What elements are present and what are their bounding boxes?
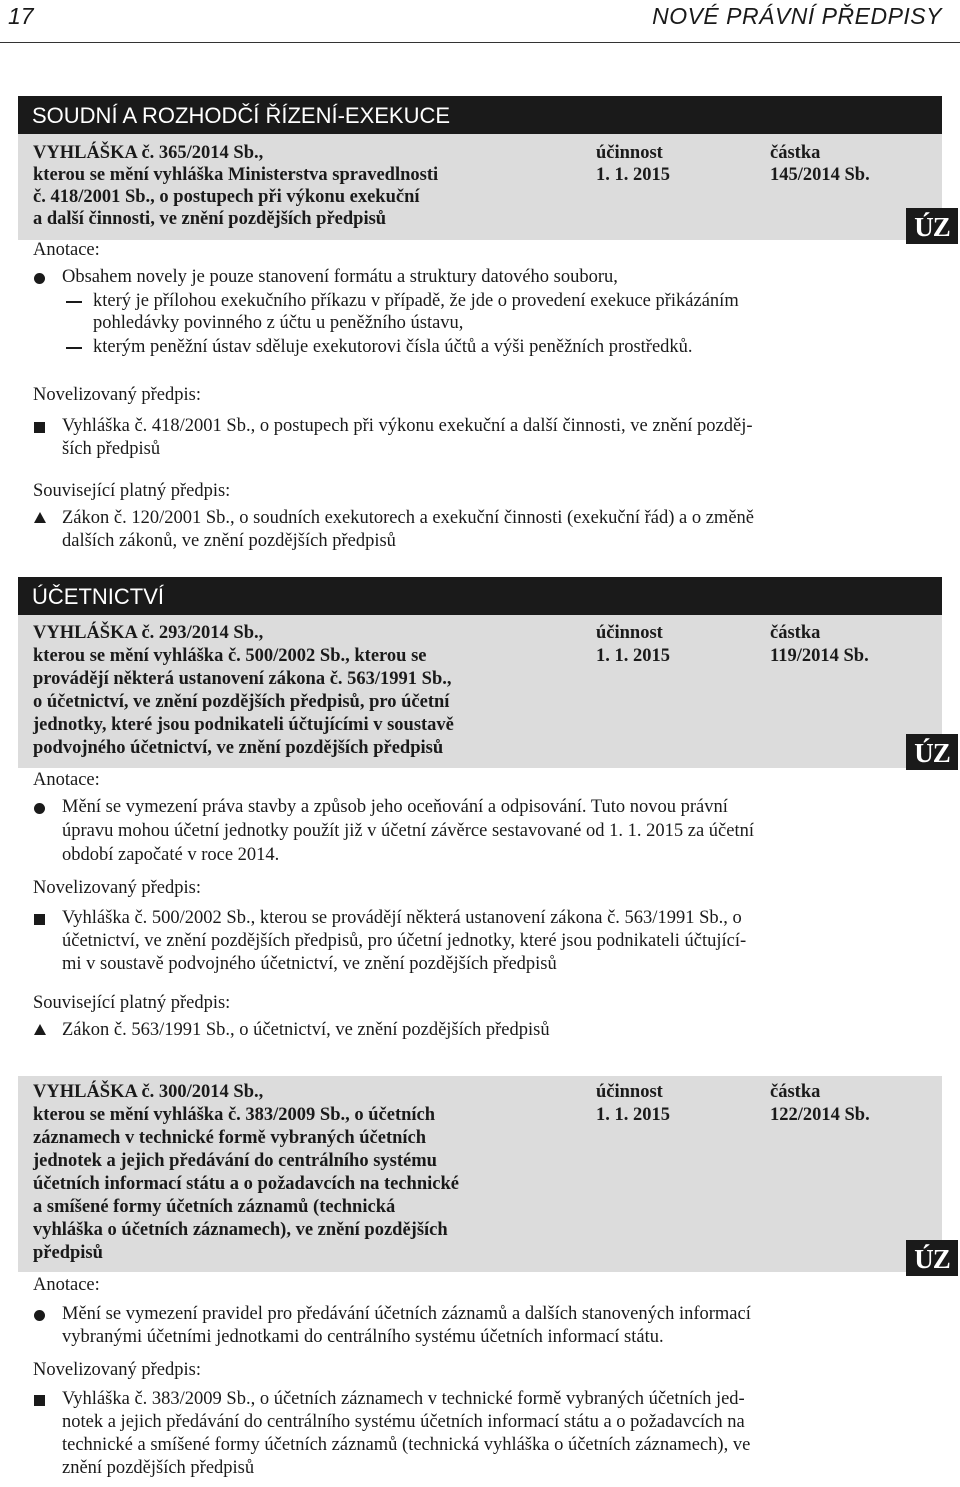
entry-title-line: vyhláška o účetních záznamech), ve znění pozdějších	[33, 1220, 448, 1240]
uz-badge-icon: ÚZ	[906, 734, 958, 770]
annotation-text: Obsahem novely je pouze stanovení formátu a struktury datového souboru,	[62, 267, 618, 287]
related-regulation-text: Zákon č. 563/1991 Sb., o účetnictví, ve znění pozdějších předpisů	[62, 1020, 550, 1040]
section-title: SOUDNÍ A ROZHODČÍ ŘÍZENÍ-EXEKUCE	[18, 96, 942, 134]
annotation-text: Mění se vymezení pravidel pro předávání účetních záznamů a dalších stanovených informací	[62, 1304, 751, 1324]
amended-regulation-text: Vyhláška č. 383/2009 Sb., o účetních záznamech v technické formě vybraných účetních jed-	[62, 1389, 745, 1409]
entry-title-line: kterou se mění vyhláška č. 500/2002 Sb., kterou se	[33, 646, 427, 666]
entry-title-line: provádějí některá ustanovení zákona č. 563/1991 Sb.,	[33, 669, 452, 689]
bullet-square-icon	[34, 914, 45, 925]
annotation-text: vybranými účetními jednotkami do centrálního systému účetních informací státu.	[62, 1327, 664, 1347]
related-regulation-label: Související platný předpis:	[33, 993, 231, 1013]
entry-title-line: záznamech v technické formě vybraných účetních	[33, 1128, 427, 1148]
entry-title-line: podvojného účetnictví, ve znění pozdějších předpisů	[33, 738, 444, 758]
related-regulation-text: Zákon č. 120/2001 Sb., o soudních exekutorech a exekuční činnosti (exekuční řád) a o změně	[62, 508, 754, 528]
bullet-dot-icon	[34, 1310, 45, 1321]
entry-title: VYHLÁŠKA č. 365/2014 Sb.,	[33, 143, 264, 163]
entry-title: VYHLÁŠKA č. 293/2014 Sb.,	[33, 623, 264, 643]
amended-regulation-label: Novelizovaný předpis:	[33, 878, 201, 898]
page-header	[0, 0, 960, 44]
related-regulation-text: dalších zákonů, ve znění pozdějších předpisů	[62, 531, 396, 551]
amount-value: 145/2014 Sb.	[770, 165, 870, 185]
amended-regulation-text: účetnictví, ve znění pozdějších předpisů, pro účetní jednotky, které jsou podnikateli účtující-	[62, 931, 747, 951]
amended-regulation-text: ších předpisů	[62, 439, 161, 459]
amended-regulation-text: mi v soustavě podvojného účetnictví, ve znění pozdějších předpisů	[62, 954, 557, 974]
amount-value: 122/2014 Sb.	[770, 1105, 870, 1125]
section-title: ÚČETNICTVÍ	[18, 577, 942, 615]
bullet-dot-icon	[34, 273, 45, 284]
effective-label: účinnost	[596, 623, 663, 643]
amount-label: částka	[770, 623, 821, 643]
annotation-label: Anotace:	[33, 770, 100, 790]
amount-label: částka	[770, 143, 821, 163]
bullet-dot-icon	[34, 803, 45, 814]
entry-title-line: jednotky, které jsou podnikateli účtujícími v soustavě	[33, 715, 454, 735]
amended-regulation-text: technické a smíšené formy účetních záznamů (technická vyhláška o účetních záznamech), ve	[62, 1435, 751, 1455]
page-number: 17	[8, 3, 34, 29]
entry-title-line: o účetnictví, ve znění pozdějších předpisů, pro účetní	[33, 692, 450, 712]
amended-regulation-text: notek a jejich předávání do centrálního systému účetních informací státu a o požadavcích na	[62, 1412, 745, 1432]
effective-date: 1. 1. 2015	[596, 1105, 670, 1125]
entry-title-line: č. 418/2001 Sb., o postupech při výkonu exekuční	[33, 187, 420, 207]
amended-regulation-text: Vyhláška č. 418/2001 Sb., o postupech při výkonu exekuční a další činnosti, ve znění pozděj-	[62, 416, 753, 436]
annotation-label: Anotace:	[33, 1275, 100, 1295]
bullet-square-icon	[34, 1395, 45, 1406]
amended-regulation-text: znění pozdějších předpisů	[62, 1458, 255, 1478]
uz-badge-icon: ÚZ	[906, 208, 958, 244]
entry-title-line: a smíšené formy účetních záznamů (technická	[33, 1197, 396, 1217]
dash-icon	[66, 301, 82, 303]
bullet-square-icon	[34, 422, 45, 433]
entry-title-line: jednotek a jejich předávání do centrálního systému	[33, 1151, 437, 1171]
triangle-icon	[34, 512, 46, 523]
entry-title-line: předpisů	[33, 1243, 103, 1263]
entry-title-line: kterou se mění vyhláška Ministerstva spravedlnosti	[33, 165, 439, 185]
effective-label: účinnost	[596, 143, 663, 163]
annotation-text: úpravu mohou účetní jednotky použít již v účetní závěrce sestavované od 1. 1. 2015 za účetní	[62, 821, 754, 841]
entry-title-line: účetních informací státu a o požadavcích na technické	[33, 1174, 459, 1194]
amount-label: částka	[770, 1082, 821, 1102]
amended-regulation-label: Novelizovaný předpis:	[33, 385, 201, 405]
annotation-subitem: který je přílohou exekučního příkazu v případě, že jde o provedení exekuce přikázáním	[93, 291, 739, 311]
effective-date: 1. 1. 2015	[596, 646, 670, 666]
header-divider	[0, 42, 960, 43]
entry-title-line: kterou se mění vyhláška č. 383/2009 Sb., o účetních	[33, 1105, 436, 1125]
publication-title: NOVÉ PRÁVNÍ PŘEDPISY	[652, 3, 942, 29]
effective-label: účinnost	[596, 1082, 663, 1102]
effective-date: 1. 1. 2015	[596, 165, 670, 185]
annotation-text: Mění se vymezení práva stavby a způsob jeho oceňování a odpisování. Tuto novou právní	[62, 797, 728, 817]
entry-title: VYHLÁŠKA č. 300/2014 Sb.,	[33, 1082, 264, 1102]
related-regulation-label: Související platný předpis:	[33, 481, 231, 501]
amended-regulation-label: Novelizovaný předpis:	[33, 1360, 201, 1380]
amount-value: 119/2014 Sb.	[770, 646, 869, 666]
annotation-subitem: pohledávky povinného z účtu u peněžního ústavu,	[93, 313, 464, 333]
amended-regulation-text: Vyhláška č. 500/2002 Sb., kterou se provádějí některá ustanovení zákona č. 563/1991 Sb., o	[62, 908, 742, 928]
annotation-subitem: kterým peněžní ústav sděluje exekutorovi čísla účtů a výši peněžních prostředků.	[93, 337, 693, 357]
triangle-icon	[34, 1024, 46, 1035]
annotation-label: Anotace:	[33, 240, 100, 260]
uz-badge-icon: ÚZ	[906, 1240, 958, 1276]
entry-title-line: a další činnosti, ve znění pozdějších předpisů	[33, 209, 387, 229]
annotation-text: období započaté v roce 2014.	[62, 845, 280, 865]
dash-icon	[66, 347, 82, 349]
